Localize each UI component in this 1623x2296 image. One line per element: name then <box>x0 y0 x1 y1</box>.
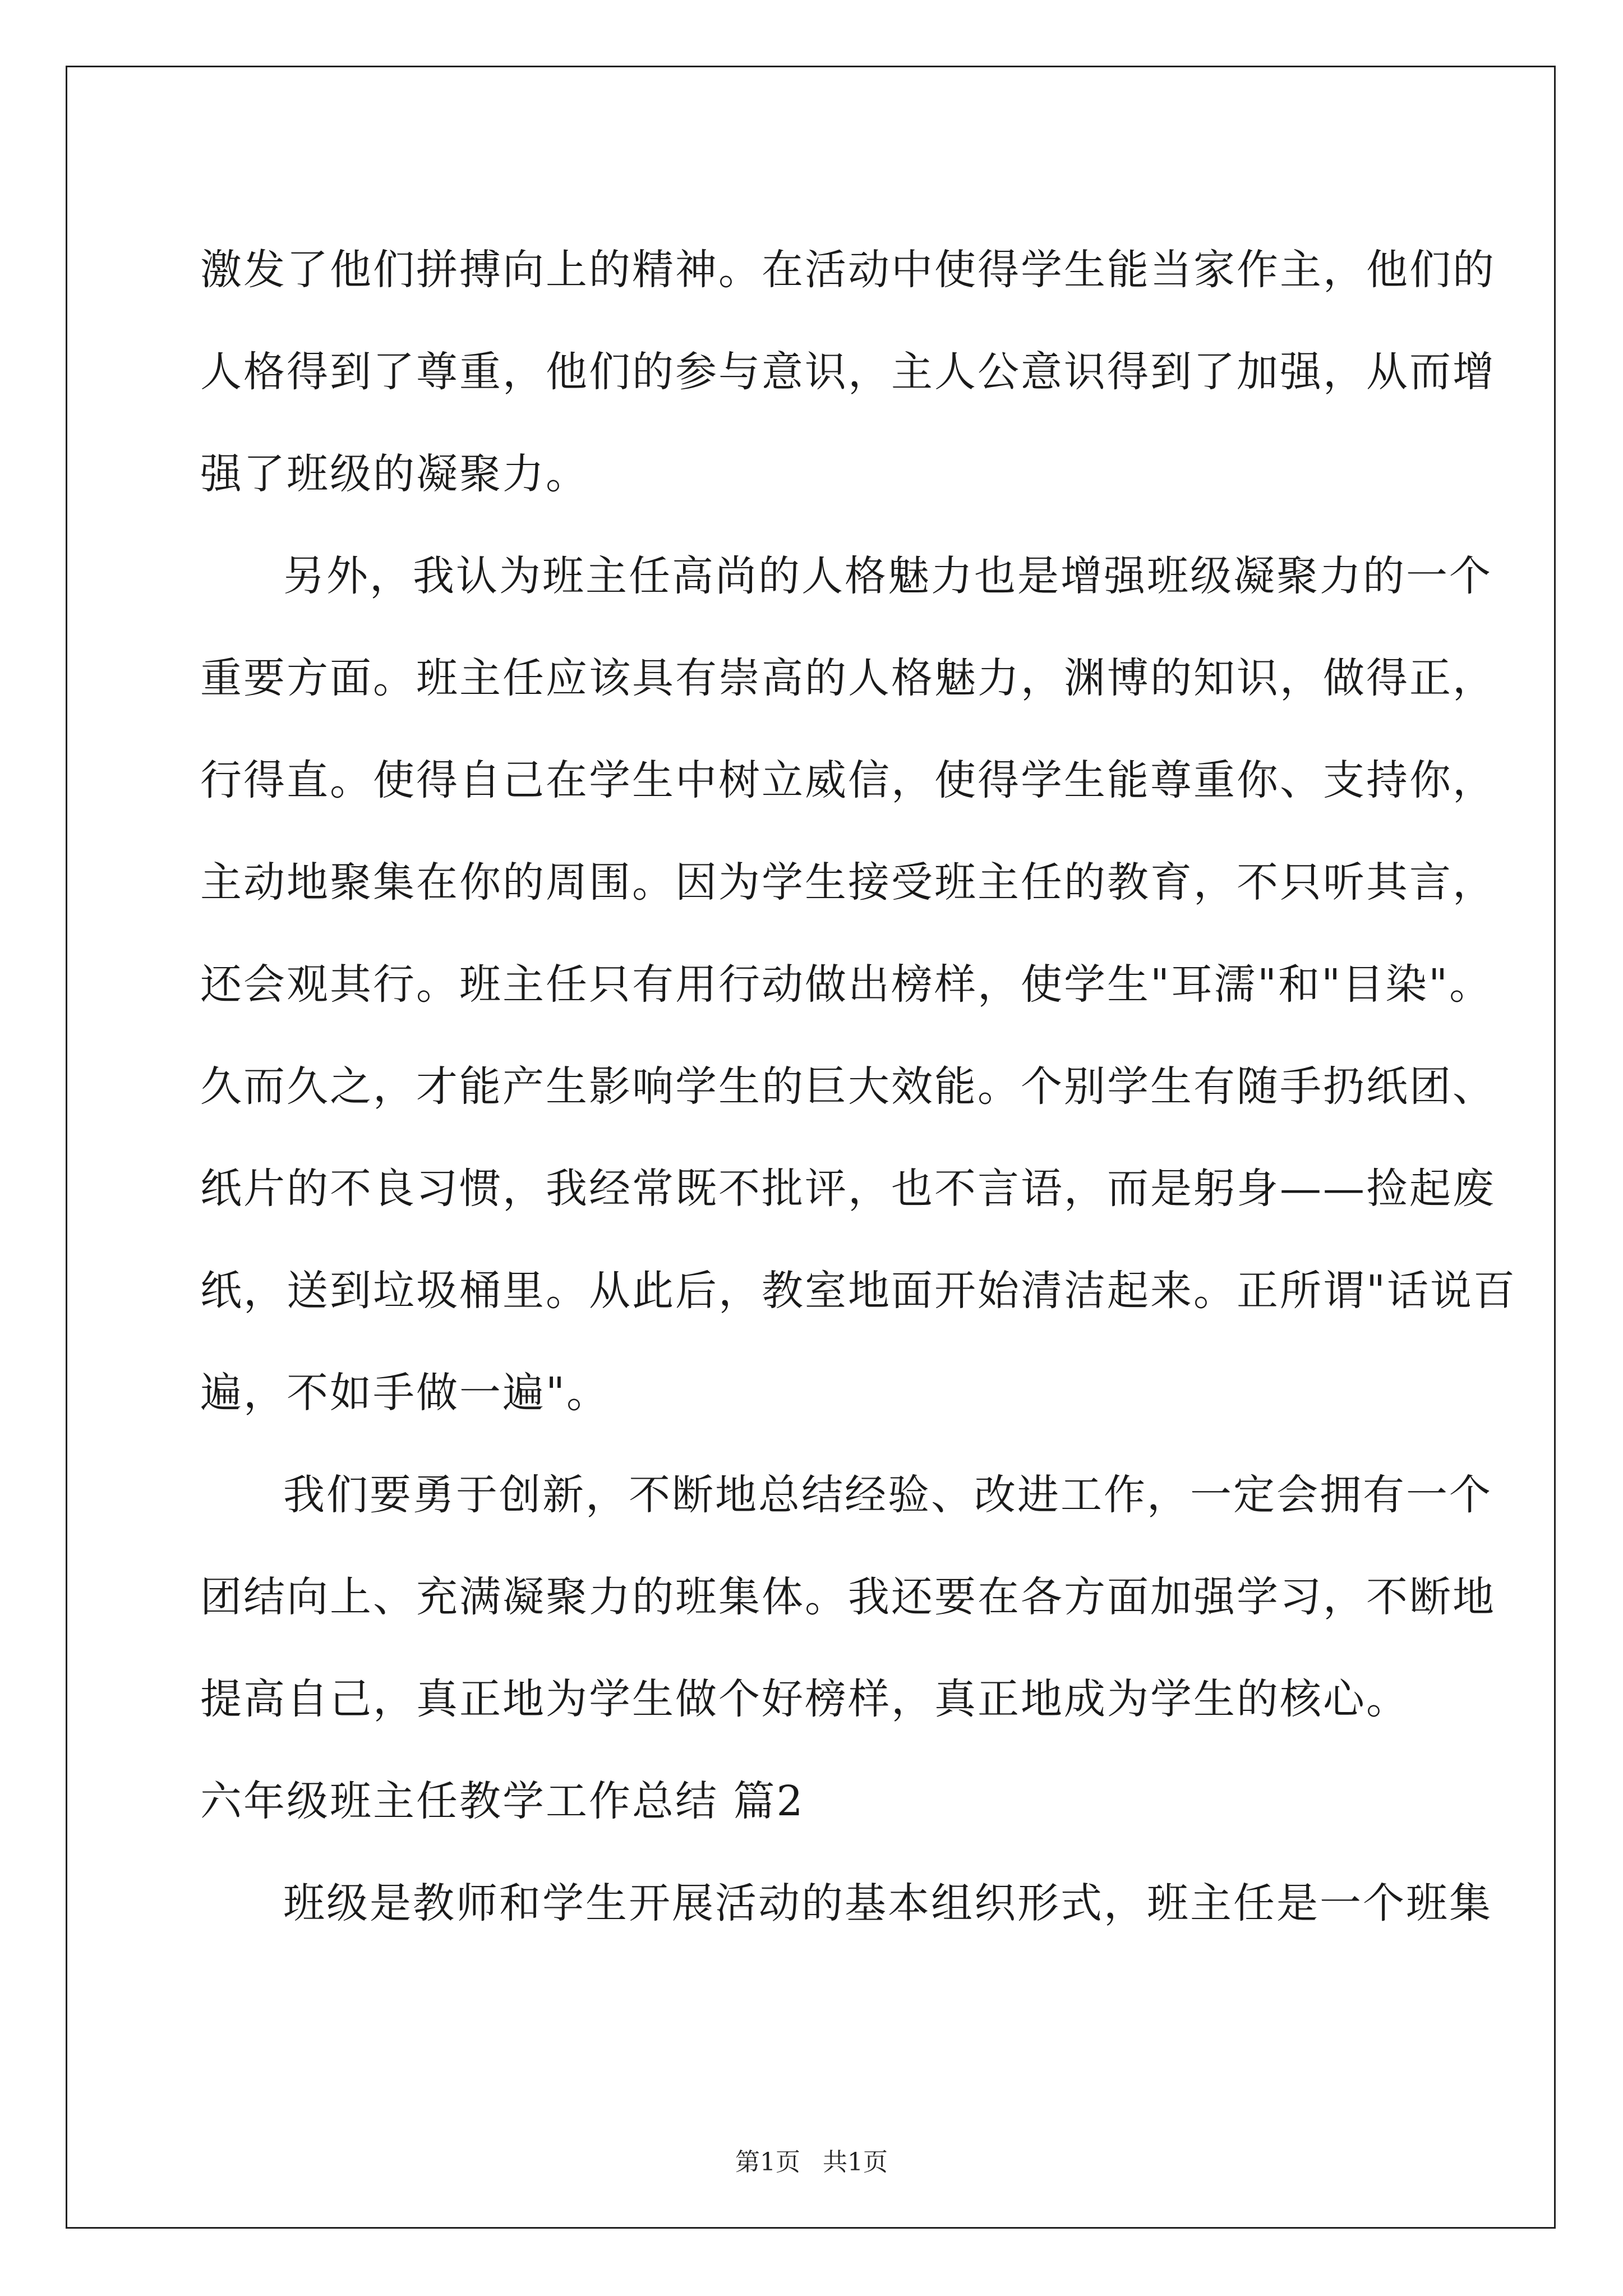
page-number: 第1页 <box>735 2148 800 2177</box>
page-total: 共1页 <box>823 2148 888 2177</box>
text-line: 激发了他们拼搏向上的精神。在活动中使得学生能当家作主，他们的 <box>200 246 1496 294</box>
paragraph-start-line: 另外，我认为班主任高尚的人格魅力也是增强班级凝聚力的一个 <box>283 552 1492 600</box>
text-line: 久而久之，才能产生影响学生的巨大效能。个别学生有随手扔纸团、 <box>200 1062 1496 1111</box>
paragraph-start-line: 班级是教师和学生开展活动的基本组织形式，班主任是一个班集 <box>283 1879 1492 1927</box>
text-line: 强了班级的凝聚力。 <box>200 450 589 498</box>
text-line: 团结向上、充满凝聚力的班集体。我还要在各方面加强学习，不断地 <box>200 1573 1496 1621</box>
text-line: 重要方面。班主任应该具有崇高的人格魅力，渊博的知识，做得正， <box>200 654 1496 702</box>
document-body <box>200 219 1517 1954</box>
paragraph-start-line: 我们要勇于创新，不断地总结经验、改进工作，一定会拥有一个 <box>283 1471 1492 1519</box>
text-line: 提高自己，真正地为学生做个好榜样，真正地成为学生的核心。 <box>200 1675 1409 1723</box>
text-line: 纸，送到垃圾桶里。从此后，教室地面开始清洁起来。正所谓"话说百 <box>200 1267 1517 1315</box>
text-line: 主动地聚集在你的周围。因为学生接受班主任的教育，不只听其言， <box>200 858 1496 907</box>
text-line: 纸片的不良习惯，我经常既不批评，也不言语，而是躬身——捡起废 <box>200 1165 1496 1213</box>
text-line: 还会观其行。班主任只有用行动做出榜样，使学生"耳濡"和"目染"。 <box>200 960 1493 1009</box>
text-line: 人格得到了尊重，他们的参与意识，主人公意识得到了加强，从而增 <box>200 348 1496 396</box>
text-line: 遍，不如手做一遍"。 <box>200 1369 610 1417</box>
section-heading: 六年级班主任教学工作总结 篇2 <box>200 1777 805 1825</box>
page-footer <box>0 2142 1623 2178</box>
text-line: 行得直。使得自己在学生中树立威信，使得学生能尊重你、支持你， <box>200 756 1496 804</box>
